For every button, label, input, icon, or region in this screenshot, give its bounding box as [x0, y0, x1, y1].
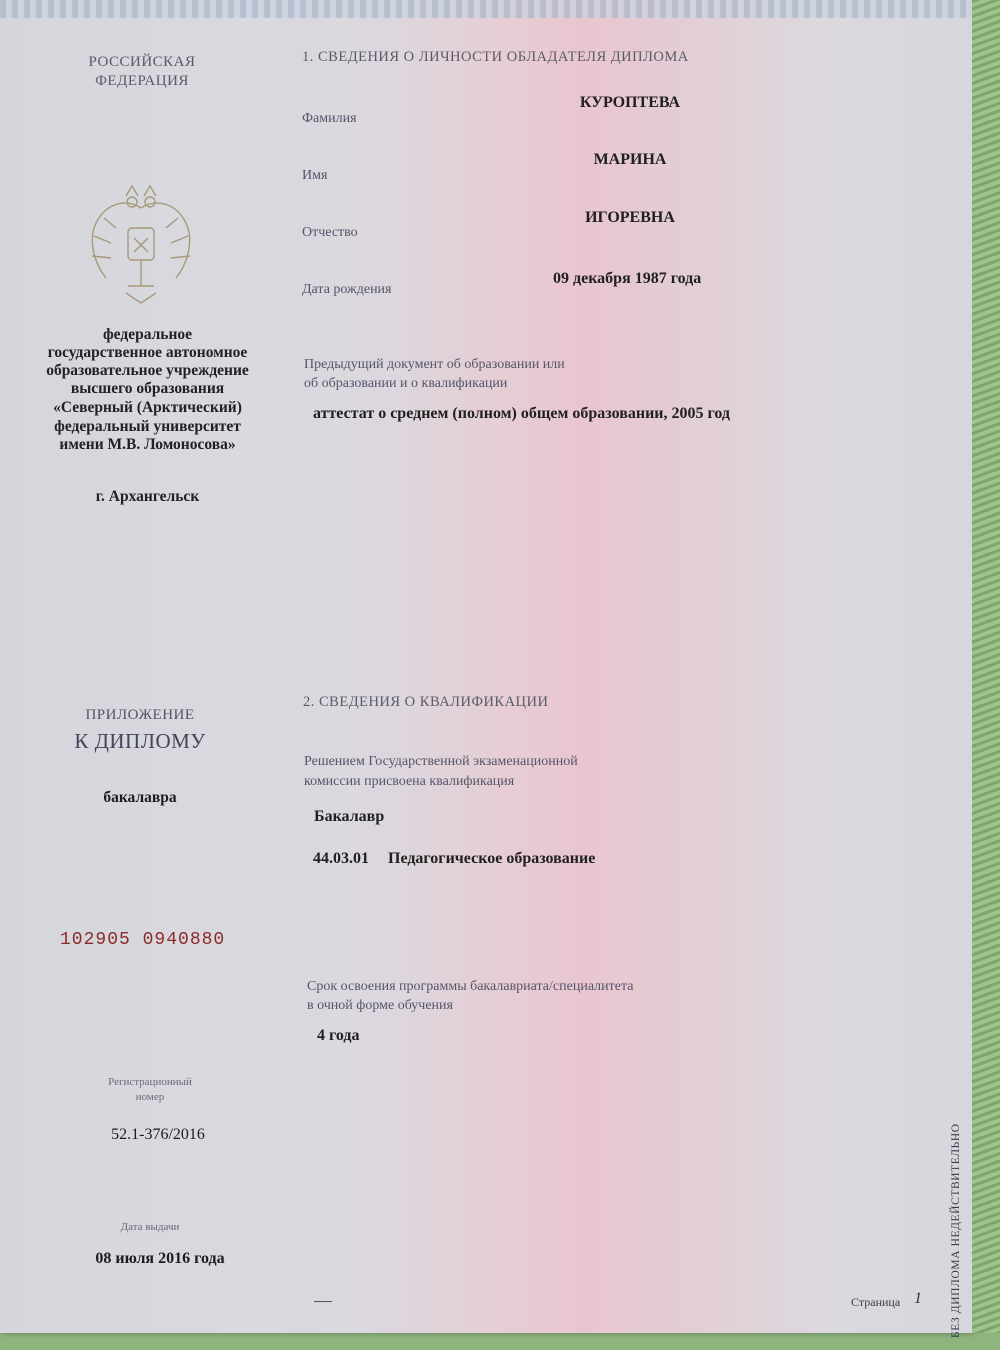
study-term-value: 4 года	[317, 1027, 360, 1044]
issue-date-label: Дата выдачи	[120, 1221, 180, 1233]
country-line-2: ФЕДЕРАЦИЯ	[95, 73, 189, 89]
registration-label-line-2: номер	[135, 1091, 165, 1103]
patronymic-value: ИГОРЕВНА	[585, 209, 675, 226]
program-name: Педагогическое образование	[388, 850, 596, 867]
security-pattern-strip	[0, 0, 972, 18]
appendix-title-line-2: К ДИПЛОМУ	[74, 729, 206, 753]
previous-document-value: аттестат о среднем (полном) общем образовании, 2005 год	[313, 405, 730, 422]
previous-document-label-line-1: Предыдущий документ об образовании или	[304, 357, 565, 372]
section-2-heading: 2. СВЕДЕНИЯ О КВАЛИФИКАЦИИ	[303, 694, 549, 710]
organization-line: высшего образования	[70, 380, 225, 397]
organization-line: государственное автономное	[47, 344, 248, 361]
organization-line: образовательное учреждение	[46, 362, 249, 379]
page-number: 1	[914, 1290, 922, 1307]
diploma-serial-number: 102905 0940880	[60, 930, 226, 950]
page-label: Страница	[851, 1295, 901, 1309]
degree-level: бакалавра	[103, 789, 177, 806]
organization-line: федеральный университет	[54, 418, 241, 435]
study-term-label-line-2: в очной форме обучения	[307, 998, 453, 1013]
study-term-label-line-1: Срок освоения программы бакалавриата/специалитета	[307, 979, 634, 994]
organization-line: «Северный (Арктический)	[53, 399, 242, 416]
invalid-without-diploma-note: БЕЗ ДИПЛОМА НЕДЕЙСТВИТЕЛЬНО	[950, 1123, 962, 1338]
invalid-without-diploma-note-wrap	[950, 1123, 1000, 1350]
qualification-value: Бакалавр	[314, 808, 385, 825]
issue-date: 08 июля 2016 года	[95, 1250, 225, 1267]
qualification-decision-line-2: комиссии присвоена квалификация	[304, 774, 515, 789]
surname-label: Фамилия	[302, 111, 357, 126]
footer-dash	[314, 1301, 332, 1302]
program-code: 44.03.01	[313, 850, 369, 867]
country-line-1: РОССИЙСКАЯ	[88, 54, 196, 70]
organization-line: имени М.В. Ломоносова»	[59, 436, 236, 453]
patronymic-label: Отчество	[302, 225, 358, 240]
birth-date-value: 09 декабря 1987 года	[553, 270, 702, 287]
birth-date-label: Дата рождения	[302, 282, 392, 297]
background-surface	[972, 0, 1000, 1333]
registration-label-line-1: Регистрационный	[108, 1076, 192, 1088]
registration-number: 52.1-376/2016	[111, 1126, 205, 1143]
city: г. Архангельск	[95, 488, 200, 505]
organization-line: федеральное	[102, 326, 193, 343]
name-label: Имя	[302, 168, 328, 183]
appendix-title-line-1: ПРИЛОЖЕНИЕ	[85, 707, 195, 723]
surname-value: КУРОПТЕВА	[579, 94, 681, 111]
name-value: МАРИНА	[593, 151, 667, 168]
section-1-heading: 1. СВЕДЕНИЯ О ЛИЧНОСТИ ОБЛАДАТЕЛЯ ДИПЛОМА	[302, 49, 689, 65]
coat-of-arms-emblem	[66, 168, 216, 318]
qualification-decision-line-1: Решением Государственной экзаменационной	[304, 754, 578, 769]
previous-document-label-line-2: об образовании и о квалификации	[304, 376, 508, 391]
